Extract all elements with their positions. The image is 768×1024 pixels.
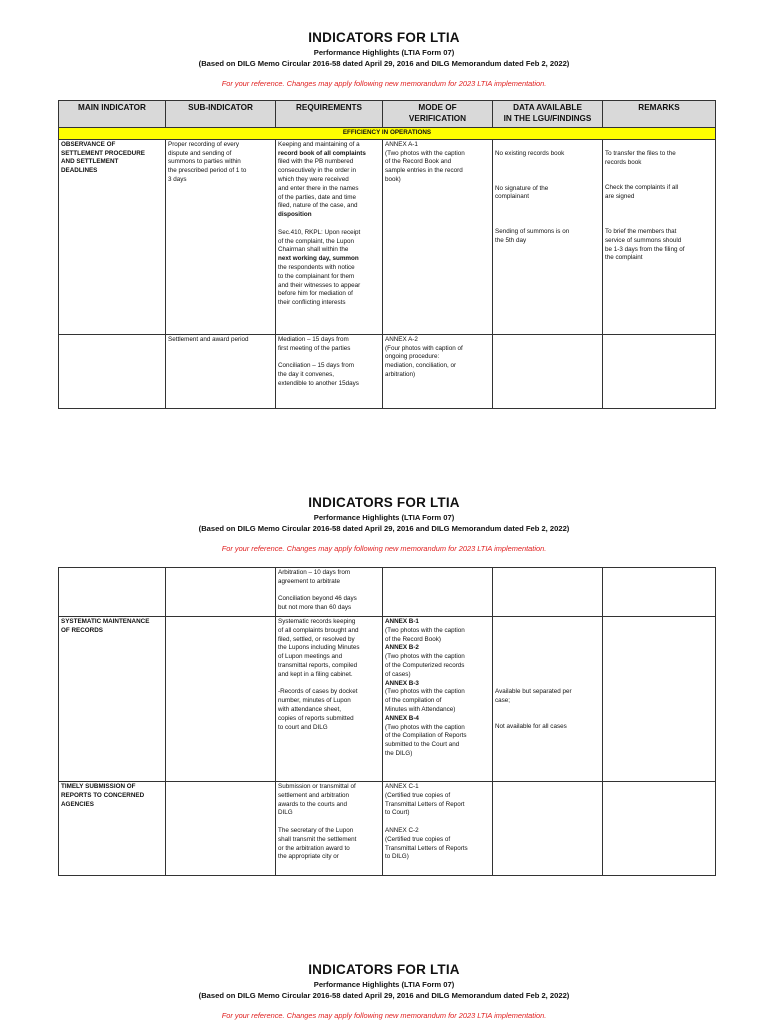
verification-cell: ANNEX C-1 (Certified true copies of Transmittal Letters of Report to Court) ANNEX C-2 (Certified true copies of Transmittal Letters of Reports to DILG)	[383, 782, 493, 876]
page-header-3	[0, 962, 768, 1020]
reference-note: For your reference. Changes may apply following new memorandum for 2023 LTIA implementation.	[221, 1011, 547, 1020]
section-band: EFFICIENCY IN OPERATIONS	[59, 128, 716, 140]
requirements-cell: Arbitration – 10 days from agreement to arbitrate Conciliation beyond 46 days but not more than 60 days	[276, 568, 383, 617]
requirements-cell: Systematic records keeping of all complaints brought and filed, settled, or resolved by the Lupons including Minutes of Lupon meetings and transmittal reports, compiled and kept in a filing cabinet. -Records of cases by docket number, minutes of Lupon with attendance sheet, copies of reports submitted to court and DILG	[276, 617, 383, 782]
findings-cell: No existing records book No signature of the complainant Sending of summons is on the 5th day	[493, 139, 603, 334]
sub-indicator-cell	[166, 568, 276, 617]
sub-indicator-cell	[166, 617, 276, 782]
col-sub-indicator: SUB-INDICATOR	[166, 101, 276, 128]
indicator-table-2	[58, 567, 716, 876]
page-header-1	[0, 30, 768, 88]
remarks-cell	[603, 782, 716, 876]
table-row	[59, 334, 716, 408]
page-title: INDICATORS FOR LTIA	[308, 962, 460, 977]
requirements-cell: Keeping and maintaining of a record book of all complaints filed with the PB numbered consecutively in the order in which they were received and enter there in the names of the parties, date and time filed, nature of the case, and disposition Sec.410, RKPL: Upon receipt of the complaint, the Lupon Chairman shall within the next working day, summon the respondents with notice to the complainant for them and their witnesses to appear before him for mediation of their conflicting interests	[276, 139, 383, 334]
main-indicator-cell: TIMELY SUBMISSION OF REPORTS TO CONCERNED AGENCIES	[59, 782, 166, 876]
verification-cell: ANNEX A-2 (Four photos with caption of ongoing procedure: mediation, conciliation, or arbitration)	[383, 334, 493, 408]
col-remarks: REMARKS	[603, 101, 716, 128]
indicator-table-1	[58, 100, 716, 409]
sub-indicator-cell: Settlement and award period	[166, 334, 276, 408]
page-basis: (Based on DILG Memo Circular 2016-58 dated April 29, 2016 and DILG Memorandum dated Feb 2, 2022)	[198, 59, 570, 68]
table-header-row	[59, 101, 716, 128]
verification-cell: ANNEX B-1 (Two photos with the caption of the Record Book) ANNEX B-2 (Two photos with the caption of the Computerized records of cases) ANNEX B-3 (Two photos with the caption of the compilation of Minutes with Attendance) ANNEX B-4 (Two photos with the caption of the Compilation of Reports submitted to the Court and the DILG)	[383, 617, 493, 782]
findings-cell	[493, 782, 603, 876]
page-header-2	[0, 495, 768, 553]
table-row	[59, 568, 716, 617]
reference-note: For your reference. Changes may apply following new memorandum for 2023 LTIA implementation.	[221, 544, 547, 553]
requirements-cell: Mediation – 15 days from first meeting of the parties Conciliation – 15 days from the day it convenes, extendible to another 15days	[276, 334, 383, 408]
page-basis: (Based on DILG Memo Circular 2016-58 dated April 29, 2016 and DILG Memorandum dated Feb 2, 2022)	[198, 524, 570, 533]
table-row	[59, 139, 716, 334]
section-band-row	[59, 128, 716, 140]
main-indicator-cell: SYSTEMATIC MAINTENANCE OF RECORDS	[59, 617, 166, 782]
requirements-cell: Submission or transmittal of settlement and arbitration awards to the courts and DILG The secretary of the Lupon shall transmit the settlement or the arbitration award to the appropriate city or	[276, 782, 383, 876]
remarks-cell: To transfer the files to the records book Check the complaints if all are signed To brief the members that service of summons should be 1-3 days from the filing of the complaint	[603, 139, 716, 334]
main-indicator-cell: OBSERVANCE OF SETTLEMENT PROCEDURE AND SETTLEMENT DEADLINES	[59, 139, 166, 334]
page-subtitle: Performance Highlights (LTIA Form 07)	[313, 513, 455, 522]
col-data-available: DATA AVAILABLE IN THE LGU/FINDINGS	[493, 101, 603, 128]
page-subtitle: Performance Highlights (LTIA Form 07)	[313, 980, 455, 989]
page-basis: (Based on DILG Memo Circular 2016-58 dated April 29, 2016 and DILG Memorandum dated Feb 2, 2022)	[198, 991, 570, 1000]
col-mode-of-verification: MODE OF VERIFICATION	[383, 101, 493, 128]
verification-cell: ANNEX A-1 (Two photos with the caption of the Record Book and sample entries in the record book)	[383, 139, 493, 334]
col-requirements: REQUIREMENTS	[276, 101, 383, 128]
remarks-cell	[603, 568, 716, 617]
sub-indicator-cell	[166, 782, 276, 876]
reference-note: For your reference. Changes may apply following new memorandum for 2023 LTIA implementation.	[221, 79, 547, 88]
remarks-cell	[603, 334, 716, 408]
main-indicator-cell	[59, 568, 166, 617]
sub-indicator-cell: Proper recording of every dispute and sending of summons to parties within the prescribed period of 1 to 3 days	[166, 139, 276, 334]
verification-cell	[383, 568, 493, 617]
main-indicator-cell	[59, 334, 166, 408]
findings-cell	[493, 334, 603, 408]
table-row	[59, 617, 716, 782]
page-title: INDICATORS FOR LTIA	[308, 30, 460, 45]
col-main-indicator: MAIN INDICATOR	[59, 101, 166, 128]
page-title: INDICATORS FOR LTIA	[308, 495, 460, 510]
findings-cell	[493, 568, 603, 617]
remarks-cell	[603, 617, 716, 782]
page-subtitle: Performance Highlights (LTIA Form 07)	[313, 48, 455, 57]
table-row	[59, 782, 716, 876]
findings-cell: Available but separated per case; Not available for all cases	[493, 617, 603, 782]
